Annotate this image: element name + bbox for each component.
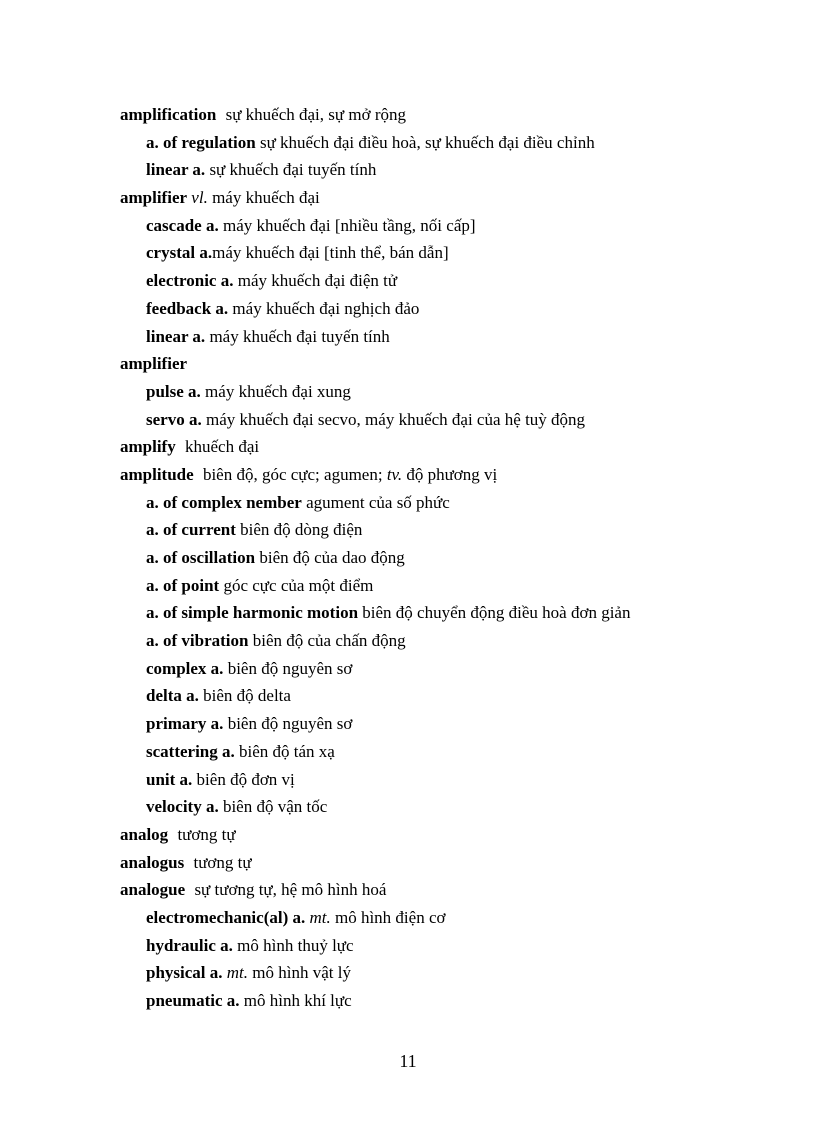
definition: biên độ chuyển động điều hoà đơn giản bbox=[358, 603, 631, 623]
sub-term: a. of simple harmonic motion bbox=[146, 603, 359, 623]
sub-entry bbox=[120, 738, 780, 766]
definition: mô hình vật lý bbox=[248, 963, 351, 983]
sub-term: unit a. bbox=[146, 769, 193, 789]
headword-entry bbox=[120, 849, 780, 877]
definition: biên độ vận tốc bbox=[218, 797, 328, 817]
sub-term: electromechanic(al) a. bbox=[146, 907, 306, 927]
definition: biên độ dòng điện bbox=[235, 520, 363, 540]
definition: tương tự bbox=[173, 824, 236, 844]
headword: analogue bbox=[120, 880, 186, 900]
sub-entry bbox=[120, 129, 780, 157]
sub-entry bbox=[120, 212, 780, 240]
definition: sự khuếch đại, sự mở rộng bbox=[221, 105, 406, 124]
page-number: 11 bbox=[399, 1051, 417, 1071]
sub-entry bbox=[120, 904, 780, 932]
sub-entry bbox=[120, 987, 780, 1015]
definition: biên độ nguyên sơ bbox=[223, 658, 353, 678]
headword: amplitude bbox=[120, 464, 194, 484]
sub-entry bbox=[120, 406, 780, 434]
field-label: tv. bbox=[386, 464, 403, 484]
definition: biên độ đơn vị bbox=[192, 769, 295, 789]
definition: máy khuếch đại tuyến tính bbox=[205, 326, 390, 346]
sub-term: a. of point bbox=[146, 575, 220, 595]
field-label: mt. bbox=[309, 907, 331, 927]
sub-entry bbox=[120, 489, 780, 517]
sub-entry bbox=[120, 682, 780, 710]
definition: biên độ của dao động bbox=[255, 548, 405, 567]
field-label: mt. bbox=[226, 963, 249, 983]
definition: sự tương tự, hệ mô hình hoá bbox=[190, 880, 387, 900]
definition: độ phương vị bbox=[402, 464, 498, 484]
sub-term: a. of regulation bbox=[146, 132, 256, 152]
sub-term: hydraulic a. bbox=[146, 935, 233, 955]
sub-entry bbox=[120, 793, 780, 821]
sub-term: velocity a. bbox=[146, 797, 219, 817]
definition: agument của số phức bbox=[301, 492, 450, 512]
definition: mô hình điện cơ bbox=[330, 907, 446, 927]
definition: biên độ tán xạ bbox=[234, 741, 335, 761]
sub-term: complex a. bbox=[146, 658, 224, 678]
definition: sự khuếch đại tuyến tính bbox=[205, 160, 377, 180]
headword: analogus bbox=[120, 852, 185, 872]
headword: analog bbox=[120, 824, 169, 844]
headword-entry bbox=[120, 101, 780, 129]
headword-entry bbox=[120, 876, 780, 904]
sub-term: feedback a. bbox=[146, 298, 229, 318]
sub-entry bbox=[120, 267, 780, 295]
definition: góc cực của một điểm bbox=[219, 575, 374, 595]
headword: amplifier bbox=[120, 354, 188, 374]
definition: sự khuếch đại điều hoà, sự khuếch đại điều chỉnh bbox=[255, 132, 595, 152]
sub-entry bbox=[120, 627, 780, 655]
sub-term: a. of complex nember bbox=[146, 492, 302, 512]
sub-entry bbox=[120, 156, 780, 184]
sub-term: a. of oscillation bbox=[146, 548, 256, 567]
sub-term: primary a. bbox=[146, 714, 224, 734]
sub-term: linear a. bbox=[146, 326, 206, 346]
field-label: vl. bbox=[191, 188, 208, 208]
headword-entry bbox=[120, 461, 780, 489]
headword-entry bbox=[120, 821, 780, 849]
sub-entry bbox=[120, 710, 780, 738]
sub-entry bbox=[120, 323, 780, 351]
sub-term: a. of vibration bbox=[146, 631, 249, 651]
definition: biên độ, góc cực; agumen; bbox=[198, 464, 387, 484]
sub-term: crystal a. bbox=[146, 243, 213, 263]
definition: máy khuếch đại bbox=[207, 188, 320, 208]
headword: amplifier bbox=[120, 188, 188, 208]
sub-term: physical a. bbox=[146, 963, 223, 983]
sub-entry bbox=[120, 295, 780, 323]
headword: amplification bbox=[120, 105, 217, 124]
sub-term: cascade a. bbox=[146, 215, 219, 235]
definition: máy khuếch đại [tinh thể, bán dẫn] bbox=[212, 243, 449, 263]
definition: máy khuếch đại xung bbox=[200, 381, 351, 401]
definition: máy khuếch đại điện tử bbox=[233, 271, 398, 291]
definition: khuếch đại bbox=[180, 437, 260, 457]
headword-entry bbox=[120, 350, 780, 378]
headword-entry bbox=[120, 433, 780, 461]
definition: tương tự bbox=[189, 852, 252, 872]
sub-entry bbox=[120, 959, 780, 987]
definition: biên độ của chấn động bbox=[248, 631, 406, 651]
sub-entry bbox=[120, 932, 780, 960]
sub-term: electronic a. bbox=[146, 271, 234, 291]
sub-term: delta a. bbox=[146, 686, 199, 706]
definition: mô hình thuỷ lực bbox=[232, 935, 354, 955]
headword: amplify bbox=[120, 437, 176, 457]
sub-entry bbox=[120, 378, 780, 406]
definition: mô hình khí lực bbox=[239, 991, 352, 1010]
sub-term: linear a. bbox=[146, 160, 206, 180]
sub-entry bbox=[120, 572, 780, 600]
definition: biên độ delta bbox=[198, 686, 291, 706]
definition: máy khuếch đại [nhiều tầng, nối cấp] bbox=[218, 215, 476, 235]
sub-entry bbox=[120, 655, 780, 683]
definition: biên độ nguyên sơ bbox=[223, 714, 353, 734]
sub-entry bbox=[120, 766, 780, 794]
sub-term: a. of current bbox=[146, 520, 236, 540]
sub-entry bbox=[120, 239, 780, 267]
dictionary-entries bbox=[120, 101, 780, 1015]
definition: máy khuếch đại secvo, máy khuếch đại của hệ tuỳ động bbox=[201, 409, 586, 429]
sub-entry bbox=[120, 599, 780, 627]
sub-term: servo a. bbox=[146, 409, 202, 429]
definition: máy khuếch đại nghịch đảo bbox=[228, 298, 420, 318]
sub-term: pulse a. bbox=[146, 381, 201, 401]
headword-entry bbox=[120, 184, 780, 212]
sub-entry bbox=[120, 516, 780, 544]
sub-term: scattering a. bbox=[146, 741, 235, 761]
sub-term: pneumatic a. bbox=[146, 991, 240, 1010]
sub-entry bbox=[120, 544, 780, 572]
